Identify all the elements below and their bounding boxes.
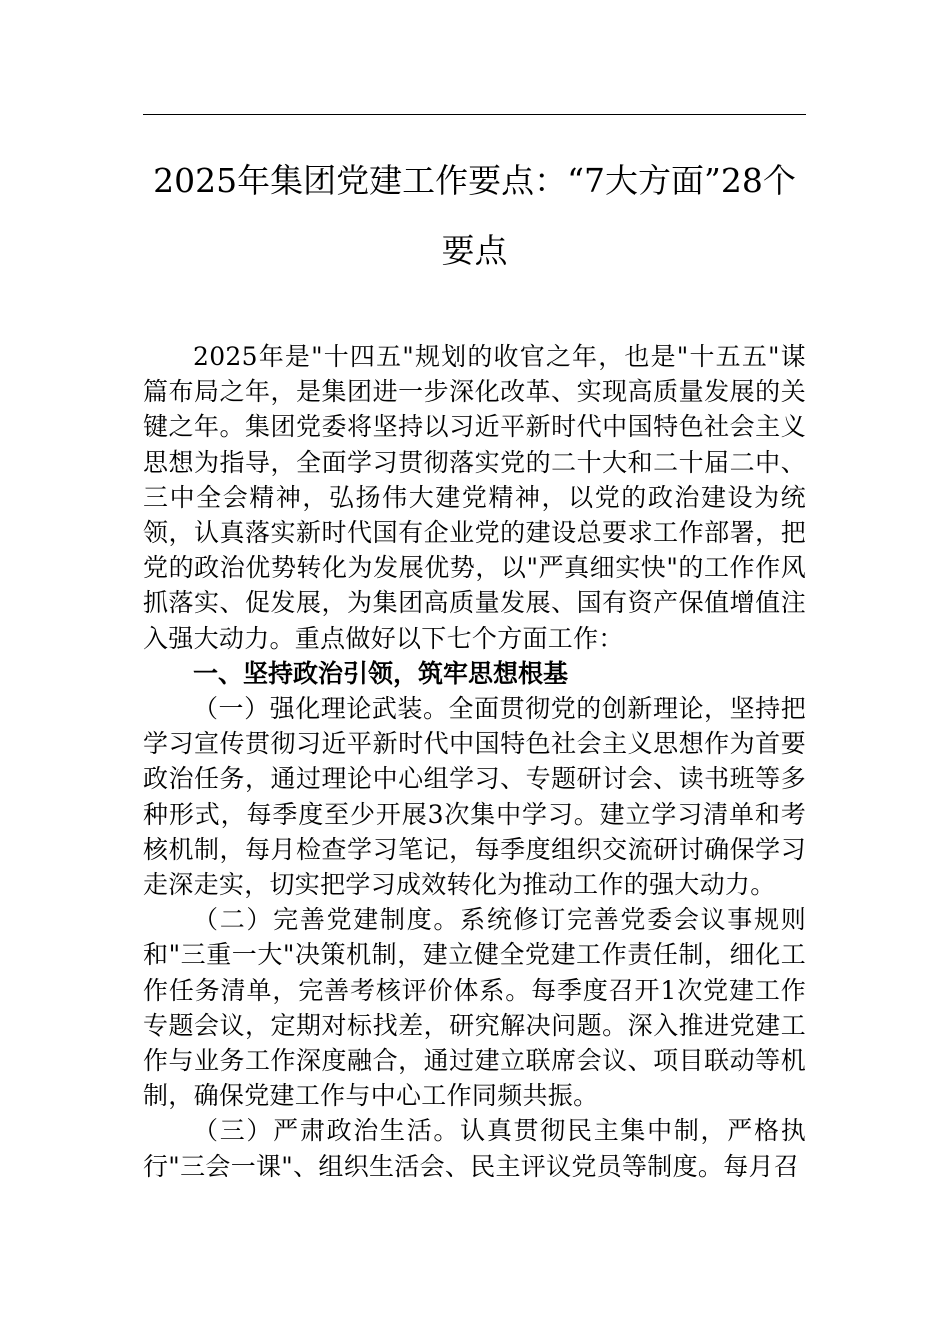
section-item-2: （二）完善党建制度。系统修订完善党委会议事规则和"三重一大"决策机制，建立健全党建工作责任制，细化工作任务清单，完善考核评价体系。每季度召开1次党建工作专题会议，定期对标找差，研究解决问题。深入推进党建工作与业务工作深度融合，通过建立联席会议、项目联动等机制，确保党建工作与中心工作同频共振。 xyxy=(143,905,806,1111)
header-divider xyxy=(143,114,806,115)
title-line-2: 要点 xyxy=(441,231,508,270)
section-item-3: （三）严肃政治生活。认真贯彻民主集中制，严格执行"三会一课"、组织生活会、民主评议党员等制度。每月召 xyxy=(143,1116,806,1181)
document-body xyxy=(143,339,806,1184)
intro-paragraph: 2025年是"十四五"规划的收官之年，也是"十五五"谋篇布局之年，是集团进一步深化改革、实现高质量发展的关键之年。集团党委将坚持以习近平新时代中国特色社会主义思想为指导，全面学习贯彻落实党的二十大和二十届二中、三中全会精神，弘扬伟大建党精神，以党的政治建设为统领，认真落实新时代国有企业党的建设总要求工作部署，把党的政治优势转化为发展优势，以"严真细实快"的工作作风抓落实、促发展，为集团高质量发展、国有资产保值增值注入强大动力。重点做好以下七个方面工作： xyxy=(143,342,806,653)
section-item-1: （一）强化理论武装。全面贯彻党的创新理论，坚持把学习宣传贯彻习近平新时代中国特色社会主义思想作为首要政治任务，通过理论中心组学习、专题研讨会、读书班等多种形式，每季度至少开展3次集中学习。建立学习清单和考核机制，每月检查学习笔记，每季度组织交流研讨确保学习走深走实，切实把学习成效转化为推动工作的强大动力。 xyxy=(143,694,806,900)
title-line-1: 2025年集团党建工作要点：“7大方面”28个 xyxy=(153,161,796,200)
document-title xyxy=(143,146,806,286)
section-heading-1: 一、坚持政治引领，筑牢思想根基 xyxy=(193,658,569,688)
